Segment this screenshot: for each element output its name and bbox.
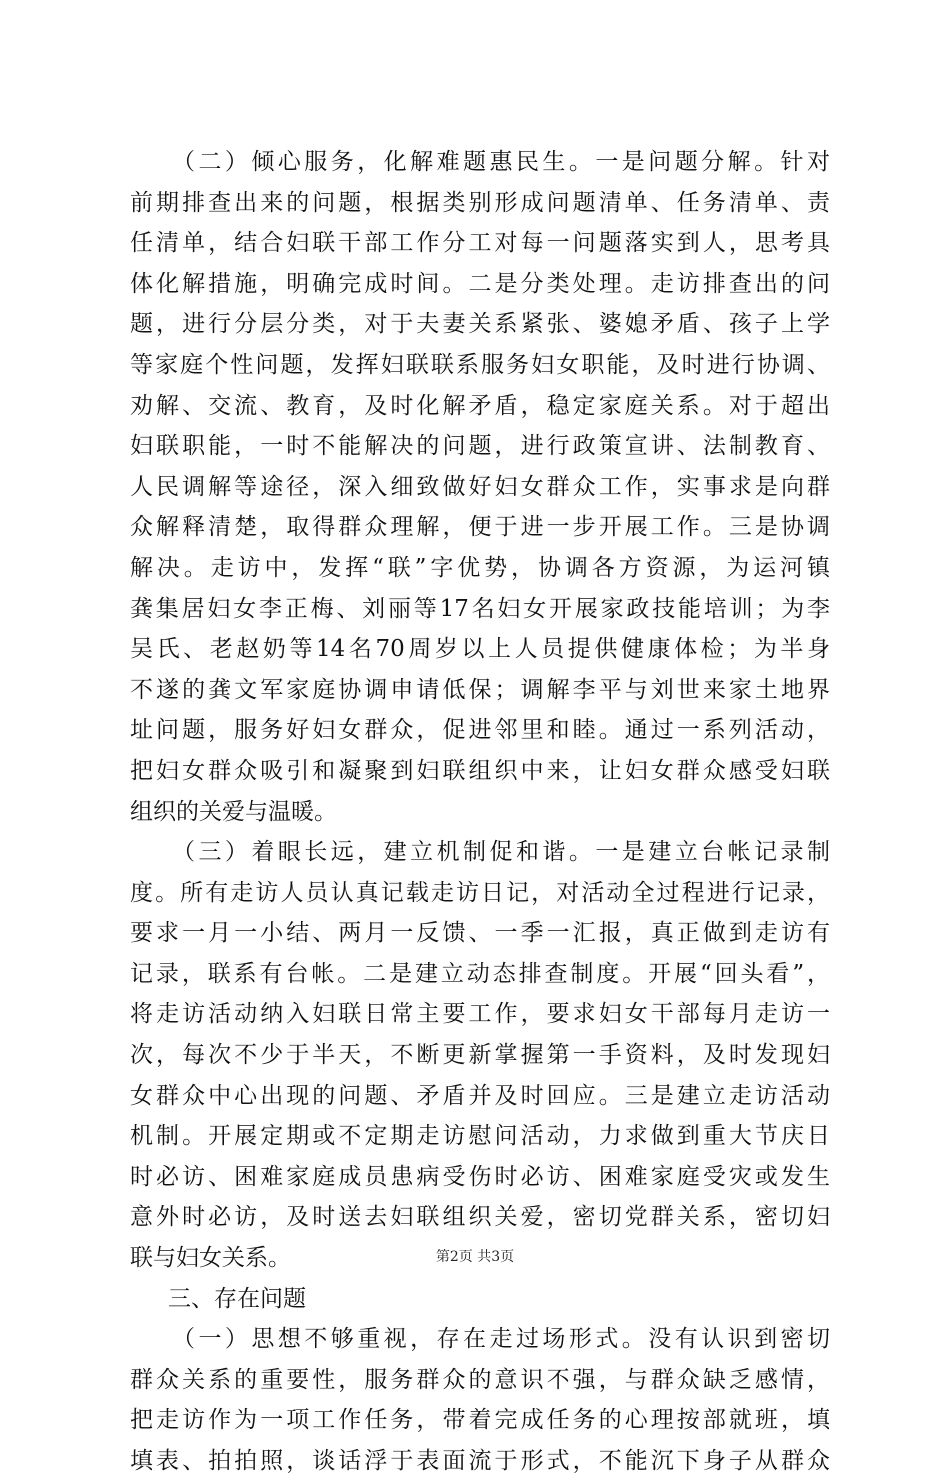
text-line: 吴氏、老赵奶等14名70周岁以上人员提供健康体检；为半身 [130, 636, 830, 663]
text-line: 将走访活动纳入妇联日常主要工作，要求妇女干部每月走访一 [130, 1001, 830, 1028]
text-line: 前期排查出来的问题，根据类别形成问题清单、任务清单、责 [130, 189, 830, 216]
text-line: 把走访作为一项工作任务，带着完成任务的心理按部就班，填 [130, 1407, 830, 1434]
text-line: 不遂的龚文军家庭协调申请低保；调解李平与刘世来家土地界 [130, 676, 830, 703]
page-footer: 第2页 共3页 [435, 1249, 515, 1265]
text-line: 记录，联系有台帐。二是建立动态排查制度。开展“回头看”， [130, 960, 830, 987]
text-line: （二）倾心服务，化解难题惠民生。一是问题分解。针对 [172, 149, 830, 175]
text-line: 人民调解等途径，深入细致做好妇女群众工作，实事求是向群 [130, 473, 830, 500]
text-line: 次，每次不少于半天，不断更新掌握第一手资料，及时发现妇 [130, 1042, 830, 1069]
text-line: 题，进行分层分类，对于夫妻关系紧张、婆媳矛盾、孩子上学 [130, 311, 830, 338]
text-line: 要求一月一小结、两月一反馈、一季一汇报，真正做到走访有 [130, 920, 830, 947]
text-line: 机制。开展定期或不定期走访慰问活动，力求做到重大节庆日 [130, 1123, 830, 1150]
text-line: （一）思想不够重视，存在走过场形式。没有认识到密切 [172, 1326, 830, 1353]
text-line: 址问题，服务好妇女群众，促进邻里和睦。通过一系列活动， [130, 717, 830, 744]
text-line: 龚集居妇女李正梅、刘丽等17名妇女开展家政技能培训；为李 [130, 595, 830, 622]
text-line: 把妇女群众吸引和凝聚到妇联组织中来，让妇女群众感受妇联 [130, 757, 830, 784]
section-heading: 三、存在问题 [168, 1285, 306, 1312]
text-line: 劝解、交流、教育，及时化解矛盾，稳定家庭关系。对于超出 [130, 392, 830, 419]
text-line: 意外时必访，及时送去妇联组织关爱，密切党群关系，密切妇 [130, 1204, 830, 1231]
text-line: 组织的关爱与温暖。 [130, 798, 337, 825]
text-line: 妇联职能，一时不能解决的问题，进行政策宣讲、法制教育、 [130, 433, 830, 460]
text-line: 解决。走访中，发挥“联”字优势，协调各方资源，为运河镇 [130, 554, 830, 581]
text-line: 联与妇女关系。 [130, 1245, 291, 1272]
text-line: 体化解措施，明确完成时间。二是分类处理。走访排查出的问 [130, 270, 830, 297]
text-line: 群众关系的重要性，服务群众的意识不强，与群众缺乏感情， [130, 1366, 830, 1393]
text-line: 填表、拍拍照，谈话浮于表面流于形式，不能沉下身子从群众 [130, 1448, 830, 1474]
text-line: 女群众中心出现的问题、矛盾并及时回应。三是建立走访活动 [130, 1082, 830, 1109]
text-line: 等家庭个性问题，发挥妇联联系服务妇女职能，及时进行协调、 [130, 351, 830, 378]
text-line: 度。所有走访人员认真记载走访日记，对活动全过程进行记录， [130, 879, 830, 906]
text-line: 任清单，结合妇联干部工作分工对每一问题落实到人，思考具 [130, 230, 830, 257]
body-text [130, 142, 830, 1482]
text-line: （三）着眼长远，建立机制促和谐。一是建立台帐记录制 [172, 839, 830, 866]
text-line: 时必访、困难家庭成员患病受伤时必访、困难家庭受灾或发生 [130, 1163, 830, 1190]
text-line: 众解释清楚，取得群众理解，便于进一步开展工作。三是协调 [130, 514, 830, 541]
